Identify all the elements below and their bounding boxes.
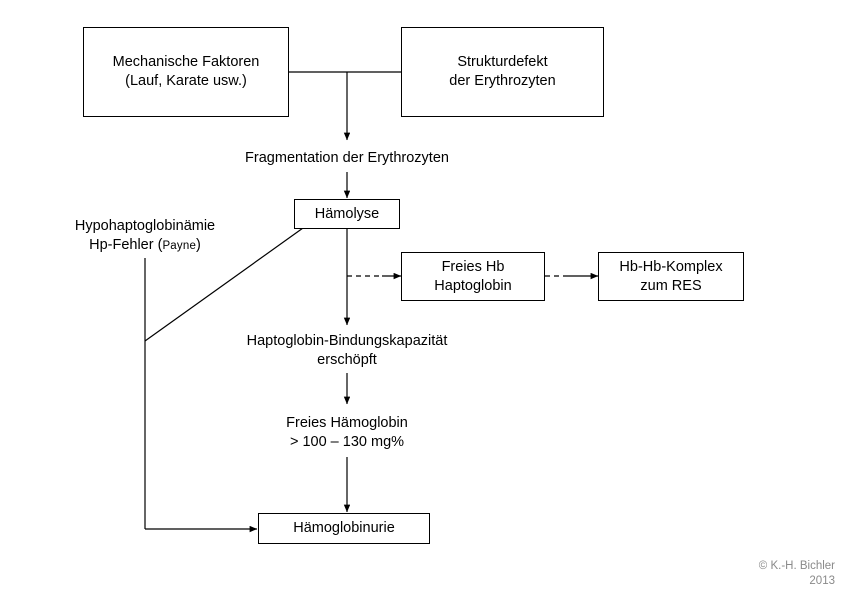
credit-line-1: © K.-H. Bichler [758,559,835,572]
node-line-2: (Lauf, Karate usw.) [125,73,247,89]
node-fragmentation [197,144,497,172]
node-freies-hb-haptoglobin [401,252,545,301]
node-hypohaptoglobinaemie [45,213,245,259]
node-line-1: Hämoglobinurie [293,520,395,537]
hp-fehler-close: ) [196,237,201,253]
node-line-1: Mechanische Faktoren [112,54,260,71]
node-line-1: Hämolyse [314,205,380,222]
node-line-1: Strukturdefekt [457,54,548,71]
node-mechanische-faktoren [83,27,289,117]
node-line-1: Freies Hb [441,258,505,275]
copyright-credit [759,559,835,590]
node-line-1: Hb-Hb-Komplex [619,258,723,275]
node-freies-haemoglobin [207,410,487,456]
node-line-1: Fragmentation der Erythrozyten [245,149,449,166]
node-line-2 [89,236,201,255]
node-line-2: > 100 – 130 mg% [289,434,405,450]
node-strukturdefekt [401,27,604,117]
node-line-1: Haptoglobin-Bindungskapazität [246,333,448,350]
node-haemoglobinurie [258,513,430,544]
node-line-2: Haptoglobin [434,277,512,294]
hp-fehler-text: Hp-Fehler ( [89,237,163,253]
node-line-2: zum RES [640,277,702,294]
node-line-1: Freies Hämoglobin [286,415,408,432]
node-hb-hb-komplex [598,252,744,301]
node-line-1: Hypohaptoglobinämie [74,218,216,235]
node-line-2: erschöpft [317,352,377,368]
payne-name: Payne [162,240,197,252]
node-line-2: der Erythrozyten [449,73,556,89]
credit-line-2: 2013 [809,575,835,588]
node-haptoglobin-bindungskapazitaet [177,328,517,374]
node-haemolyse [294,199,400,229]
